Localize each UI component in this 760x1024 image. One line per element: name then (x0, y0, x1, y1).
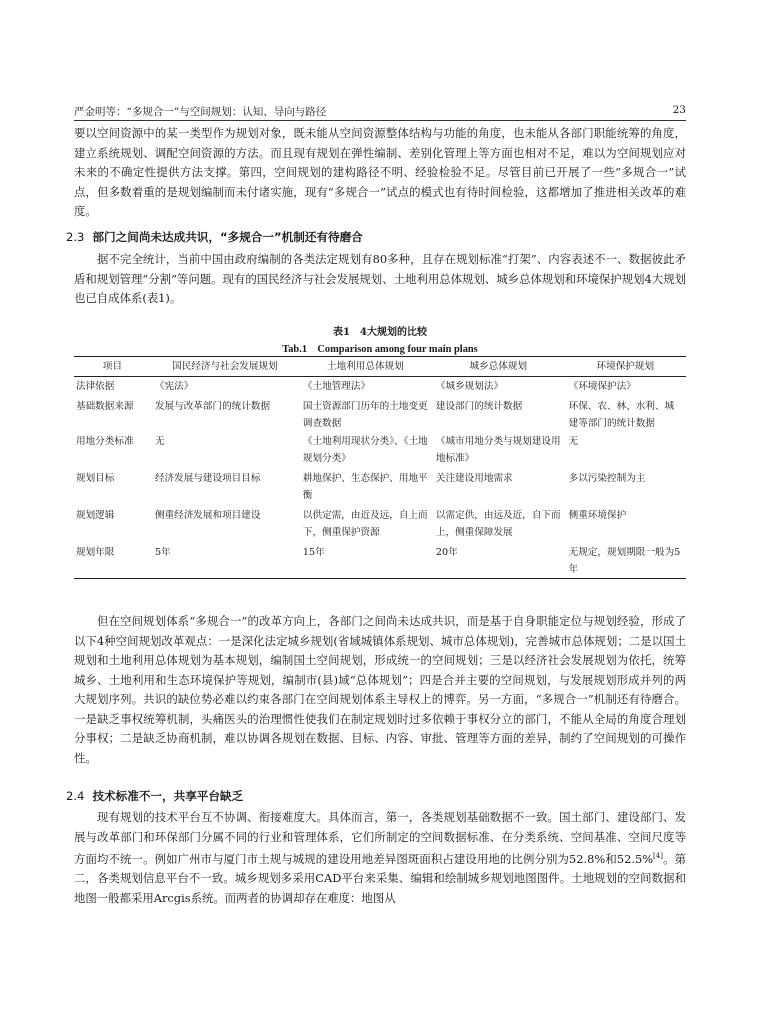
table-cell: 法律依据 (76, 381, 115, 392)
table-header-cell: 城乡总体规划 (432, 357, 565, 377)
table-cell: 发展与改革部门的统计数据 (154, 401, 271, 412)
section-title: 技术标准不一，共享平台缺乏 (92, 789, 244, 803)
table-row (74, 377, 686, 396)
running-header (74, 102, 686, 121)
paragraph-2: 据不完全统计，当前中国由政府编制的各类法定规划有80多种，且存在规划标准“打架”、内容表述不一、数据彼此矛盾和规划管理“分割”等问题。现有的国民经济与社会发展规划、土地利用总体规划、城乡总体规划和环境保护规划4大规划也已自成体系(表1)。 (74, 252, 686, 305)
table-cell: 《环境保护法》 (568, 381, 636, 392)
paragraph-4-text-a: 现有规划的技术平台互不协调、衔接难度大。具体而言，第一，各类规划基础数据不一致。国土部门、建设部门、发展与改革部门和环保部门分属不同的行业和管理体系，它们所制定的空间数据标准、在分类系统、空间基准、空间尺度等方面均不统一。例如广州市与厦门市土规与城规的建设用地差异图斑面积占建设用地的比例分别为52.8%和52.5% (74, 810, 686, 866)
table-cell: 20年 (432, 541, 565, 579)
table-cell: 耕地保护、生态保护、用地平衡 (302, 473, 428, 501)
table-cell: 《城乡规划法》 (435, 381, 504, 392)
table-header-cell: 环境保护规划 (565, 357, 686, 377)
section-number: 2.4 (66, 789, 85, 803)
comparison-table (74, 356, 686, 579)
table-cell: 无 (154, 436, 165, 447)
table-cell: 无 (568, 436, 579, 447)
table-header-cell: 国民经济与社会发展规划 (151, 357, 299, 377)
table-cell: 侧重经济发展和项目建设 (154, 510, 261, 521)
table-cell: 规划逻辑 (76, 510, 115, 521)
table-cell: 多以污染控制为主 (568, 473, 646, 484)
table-header-row (74, 357, 686, 377)
table-header-cell: 项目 (74, 357, 151, 377)
table-cell: 15年 (299, 541, 432, 579)
page-number: 23 (672, 104, 686, 116)
header-title: 严金明等：“多规合一”与空间规划：认知、导向与路径 (74, 106, 327, 118)
section-2-3-heading (66, 229, 363, 245)
table-cell: 《城市用地分类与规划建设用地标准》 (435, 436, 561, 464)
table-cell: 规划年限 (74, 541, 151, 579)
table-cell: 《土地利用现状分类》、《土地规划分类》 (302, 436, 428, 464)
table-cell: 《宪法》 (154, 381, 194, 392)
section-2-4-heading (66, 788, 243, 804)
table-cell: 无规定，规划期限一般为5年 (565, 541, 686, 579)
paragraph-3: 但在空间规划体系“多规合一”的改革方向上，各部门之间尚未达成共识，而是基于自身职能定位与规划经验，形成了以下4种空间规划改革观点：一是深化法定城乡规划(省域城镇体系规划、城市总体规划)，完善城市总体规划；二是以国土规划和土地利用总体规划为基本规划，编制国土空间规划，形成统一的空间规划；三是以经济社会发展规划为依托，统筹城乡、土地利用和生态环境保护等规划，编制市(县)域“总体规划”；四是合并主要的空间规划，与发展规划形成并列的两大规划序列。共识的缺位势必难以约束各部门在空间规划体系主导权上的博弈。另一方面，“多规合一”机制还有待磨合。一是缺乏事权统筹机制，头痛医头的治理惯性使我们在制定规划时过多依赖于事权分立的部门，不能从全局的角度合理划分事权；二是缺乏协商机制，难以协调各规划在数据、目标、内容、审批、管理等方面的差异，制约了空间规划的可操作性。 (74, 614, 686, 765)
table-row (74, 432, 686, 467)
table-cell: 建设部门的统计数据 (435, 401, 523, 412)
table-cell: 《土地管理法》 (302, 381, 371, 392)
paragraph-1: 要以空间资源中的某一类型作为规划对象，既未能从空间资源整体结构与功能的角度，也未能从各部门职能统筹的角度，建立系统规划、调配空间资源的方法。而且现有规划在弹性编制、差别化管理上等方面也相对不足，难以为空间规划应对未来的不确定性提供方法支撑。第四，空间规划的建构路径不明、经验检验不足。尽管目前已开展了一些“多规合一”试点，但多数着重的是规划编制而未付诸实施，现有“多规合一”试点的模式也有待时间检验，这都增加了推进相关改革的难度。 (74, 126, 686, 218)
table-row (74, 541, 686, 579)
section-number: 2.3 (66, 230, 85, 244)
citation-ref[interactable]: [4] (653, 852, 663, 860)
table-header-cell: 土地利用总体规划 (299, 357, 432, 377)
table-row (74, 395, 686, 432)
paragraph-4 (74, 808, 686, 908)
paragraph-4-text-b: 。第二，各类规划信息平台不一致。城乡规划多采用CAD平台来采集、编辑和绘制城乡规划地图图件。土地规划的空间数据和地图一般都采用Arcgis系统。而两者的协调却存在难度：地图从 (74, 851, 686, 905)
table-row (74, 467, 686, 504)
table-caption-en: Tab.1 Comparison among four main plans (282, 344, 478, 355)
table-cell: 基础数据来源 (76, 401, 134, 412)
section-title: 部门之间尚未达成共识，“多规合一”机制还有待磨合 (92, 230, 363, 244)
table-cell: 以供定需，由近及远，自上而下，侧重保护资源 (302, 510, 428, 538)
table-cell: 侧重环境保护 (568, 510, 627, 521)
table-cell: 经济发展与建设项目目标 (154, 473, 261, 484)
table-cell: 关注建设用地需求 (435, 473, 513, 484)
table-row (74, 504, 686, 541)
table-cell: 国土资源部门历年的土地变更调查数据 (302, 401, 428, 429)
table-cell: 用地分类标准 (76, 436, 134, 447)
table-cell: 5年 (151, 541, 299, 579)
table-cell: 环保、农、林、水利、城建等部门的统计数据 (568, 401, 675, 429)
table-cell: 以需定供，由远及近，自下而上，侧重保障发展 (435, 510, 561, 538)
table-caption-cn: 表1 4大规划的比较 (333, 327, 427, 338)
table-cell: 规划目标 (76, 473, 115, 484)
